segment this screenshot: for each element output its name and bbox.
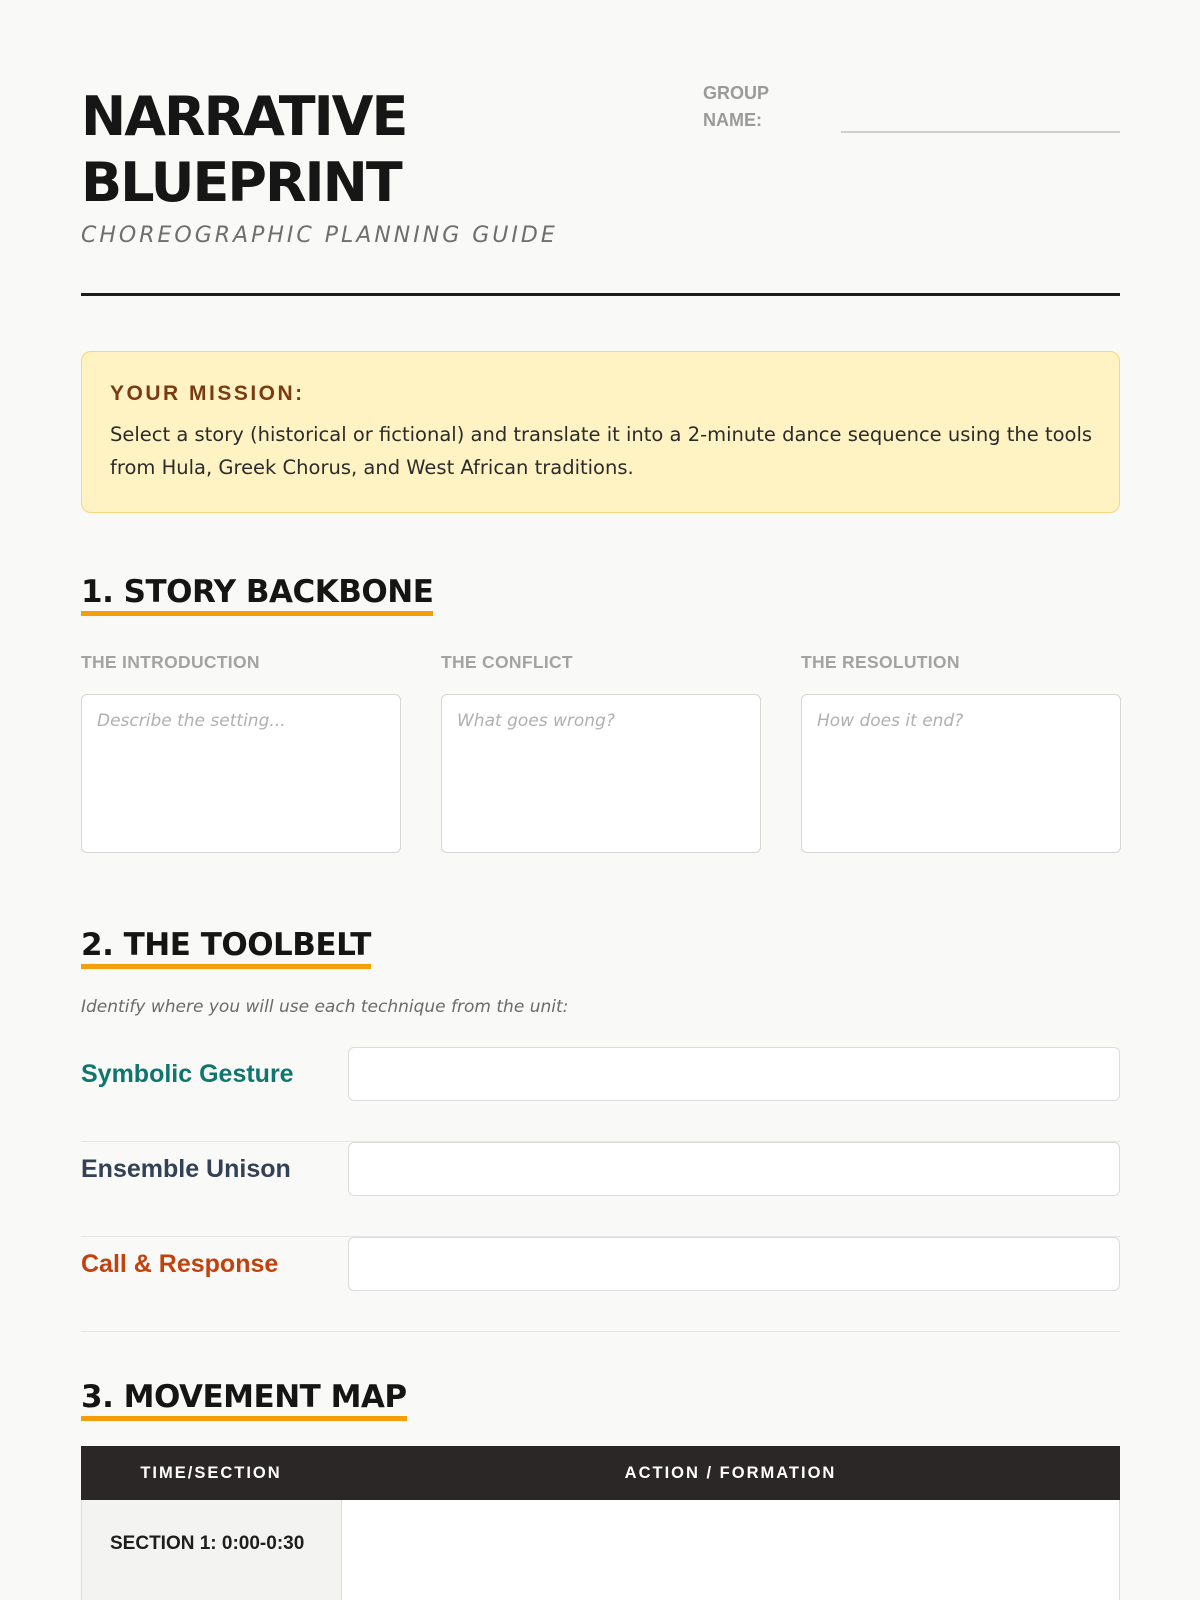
toolbelt-row-call-and-response [81,1237,1120,1332]
toolbelt-instructions: Identify where you will use each technique from the unit: [81,997,569,1017]
introduction-label: THE INTRODUCTION [81,652,260,672]
symbolic-gesture-input[interactable] [348,1047,1120,1101]
resolution-placeholder: How does it end? [817,711,964,731]
ensemble-unison-label: Ensemble Unison [81,1154,291,1183]
toolbelt-row-symbolic-gesture [81,1047,1120,1142]
conflict-placeholder: What goes wrong? [457,711,615,731]
mission-text: Select a story (historical or fictional) and translate it into a 2-minute dance sequence using the tools from Hula, Greek Chorus, and West African traditions. [110,423,1093,479]
group-name-field[interactable] [841,131,1120,133]
header-divider [81,293,1120,296]
section-heading-toolbelt: 2. THE TOOLBELT [81,926,371,969]
table-row [81,1500,1120,1600]
mission-title: YOUR MISSION: [110,382,305,405]
resolution-textarea[interactable] [801,694,1121,853]
worksheet-page [81,0,1120,1600]
mission-callout [81,351,1120,513]
symbolic-gesture-label: Symbolic Gesture [81,1059,294,1088]
group-name-label: GROUP NAME: [703,83,769,130]
toolbelt-row-ensemble-unison [81,1142,1120,1237]
call-and-response-label: Call & Response [81,1249,279,1278]
action-formation-cell[interactable] [342,1500,1121,1600]
resolution-label: THE RESOLUTION [801,652,960,672]
column-header-time-section: TIME/SECTION [140,1463,282,1482]
introduction-textarea[interactable] [81,694,401,853]
introduction-placeholder: Describe the setting... [97,711,286,731]
ensemble-unison-input[interactable] [348,1142,1120,1196]
page-title [81,84,406,216]
call-and-response-input[interactable] [348,1237,1120,1291]
conflict-textarea[interactable] [441,694,761,853]
title-line-1: NARRATIVE [81,85,407,148]
page-subtitle: CHOREOGRAPHIC PLANNING GUIDE [81,223,558,248]
section-heading-story-backbone: 1. STORY BACKBONE [81,573,433,616]
column-header-action-formation: ACTION / FORMATION [624,1463,837,1482]
section-heading-movement-map: 3. MOVEMENT MAP [81,1378,407,1421]
conflict-label: THE CONFLICT [441,652,573,672]
movement-map-table-header [81,1446,1120,1500]
section-time-cell: SECTION 1: 0:00-0:30 [82,1500,342,1600]
title-line-2: BLUEPRINT [81,151,401,214]
